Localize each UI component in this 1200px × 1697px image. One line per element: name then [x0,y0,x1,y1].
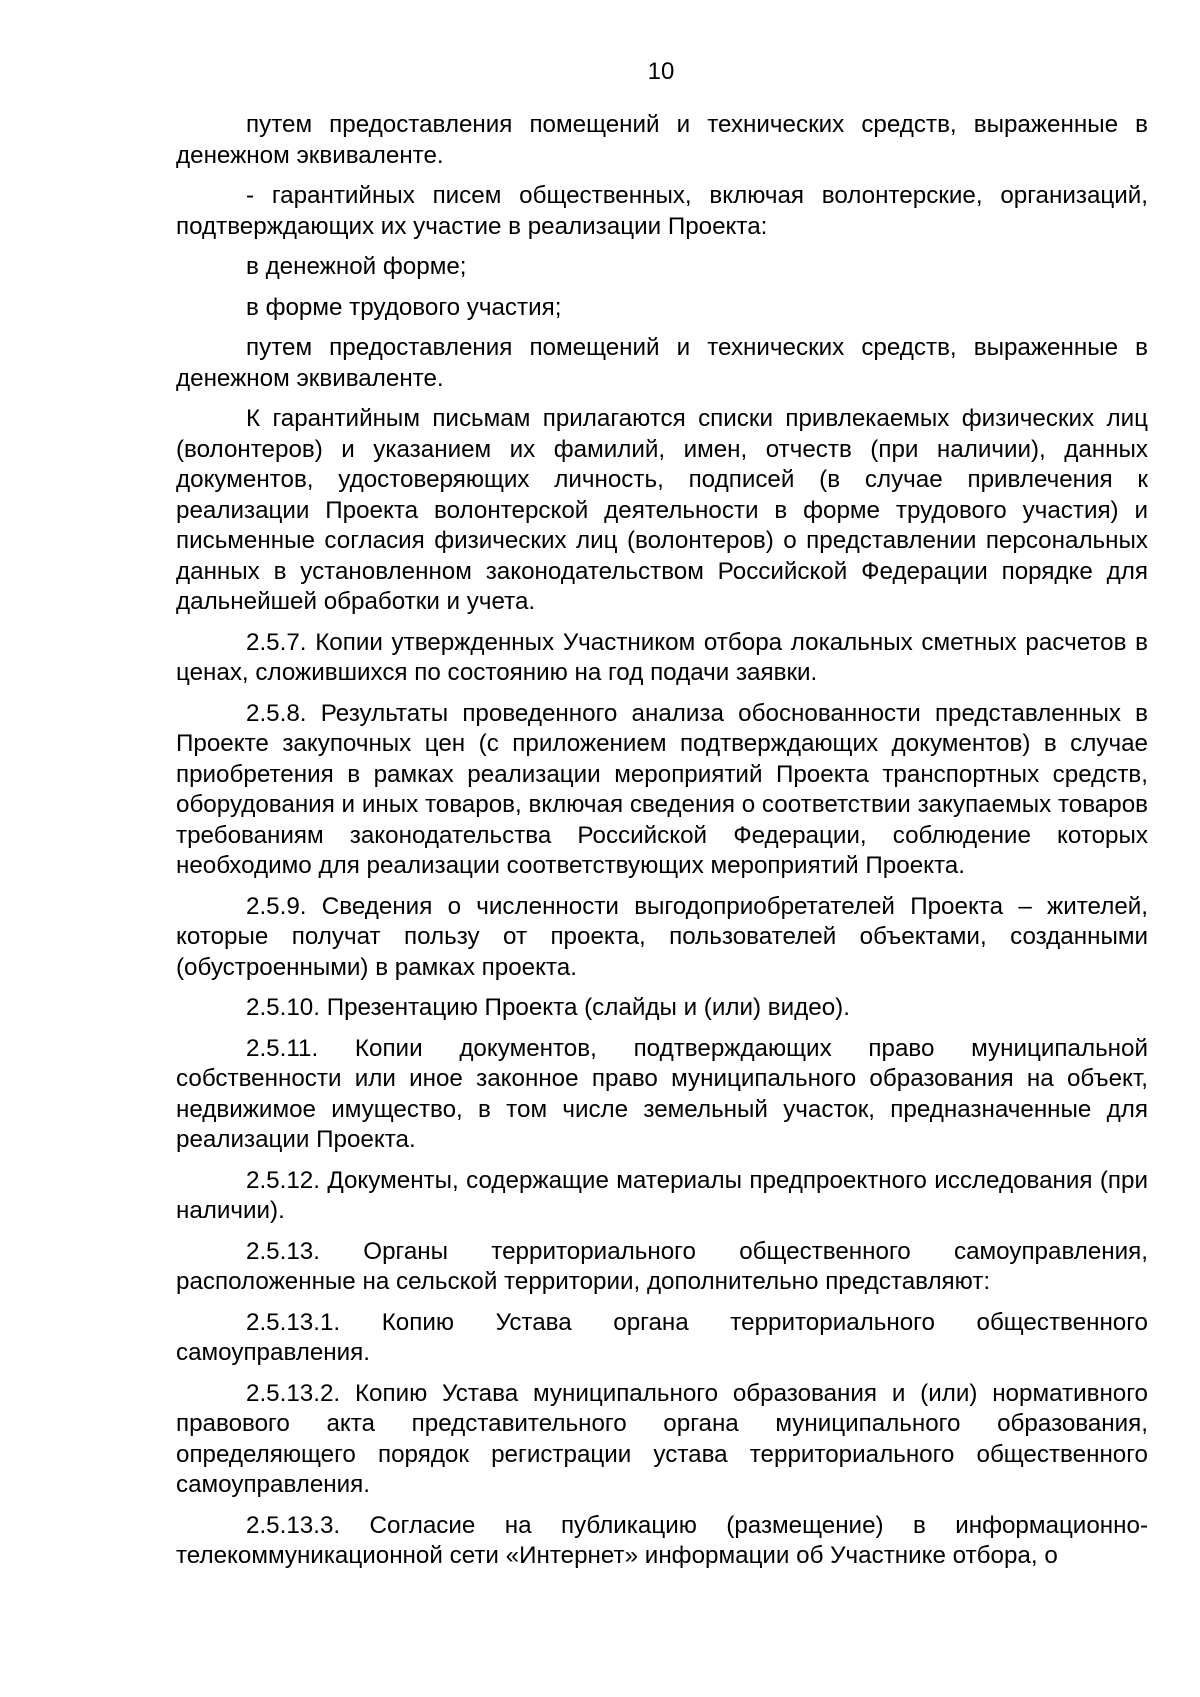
paragraph: в форме трудового участия; [246,293,562,321]
page-number: 10 [647,58,675,85]
paragraph: путем предоставления помещений и технических средств, выраженные в денежном эквиваленте. [176,334,1148,392]
paragraph: 2.5.9. Сведения о численности выгодоприобретателей Проекта – жителей, которые получат пользу от проекта, пользователей объектами, созданными (обустроенными) в рамках проекта. [176,892,1148,981]
paragraph: 2.5.11. Копии документов, подтверждающих право муниципальной собственности или иное законное право муниципального образования на объект, недвижимое имущество, в том числе земельный участок, предназначенные для реализации Проекта. [176,1034,1148,1153]
paragraph: 2.5.8. Результаты проведенного анализа обоснованности представленных в Проекте закупочных цен (с приложением подтверждающих документов) в случае приобретения в рамках реализации мероприятий Проекта транспортных средств, оборудования и иных товаров, включая сведения о соответствии закупаемых товаров требованиям законодательства Российской Федерации, соблюдение которых необходимо для реализации соответствующих мероприятий Проекта. [176,699,1148,879]
paragraph: 2.5.13.2. Копию Устава муниципального образования и (или) нормативного правового акта представительного органа муниципального образования, определяющего порядок регистрации устава территориального общественного самоуправления. [176,1379,1148,1498]
paragraph: 2.5.10. Презентацию Проекта (слайды и (или) видео). [246,994,850,1021]
paragraph: К гарантийным письмам прилагаются списки привлекаемых физических лиц (волонтеров) и указанием их фамилий, имен, отчеств (при наличии), данных документов, удостоверяющих личность, подписей (в случае привлечения к реализации Проекта волонтерской деятельности в форме трудового участия) и письменные согласия физических лиц (волонтеров) о представлении персональных данных в установленном законодательством Российской Федерации порядке для дальнейшей обработки и учета. [176,405,1148,615]
paragraph: 2.5.12. Документы, содержащие материалы предпроектного исследования (при наличии). [176,1166,1148,1224]
paragraph: путем предоставления помещений и технических средств, выраженные в денежном эквиваленте. [176,111,1148,169]
paragraph: - гарантийных писем общественных, включая волонтерские, организаций, подтверждающих их участие в реализации Проекта: [176,182,1148,240]
paragraph: 2.5.7. Копии утвержденных Участником отбора локальных сметных расчетов в ценах, сложившихся по состоянию на год подачи заявки. [176,628,1148,686]
document-body [176,110,1148,1582]
paragraph: в денежной форме; [246,253,467,280]
paragraph: 2.5.13. Органы территориального общественного самоуправления, расположенные на сельской территории, дополнительно представляют: [176,1237,1148,1295]
paragraph: 2.5.13.1. Копию Устава органа территориального общественного самоуправления. [176,1308,1148,1366]
paragraph: 2.5.13.3. Согласие на публикацию (размещение) в информационно-телекоммуникационной сети «Интернет» информации об Участнике отбора, о [176,1511,1148,1569]
